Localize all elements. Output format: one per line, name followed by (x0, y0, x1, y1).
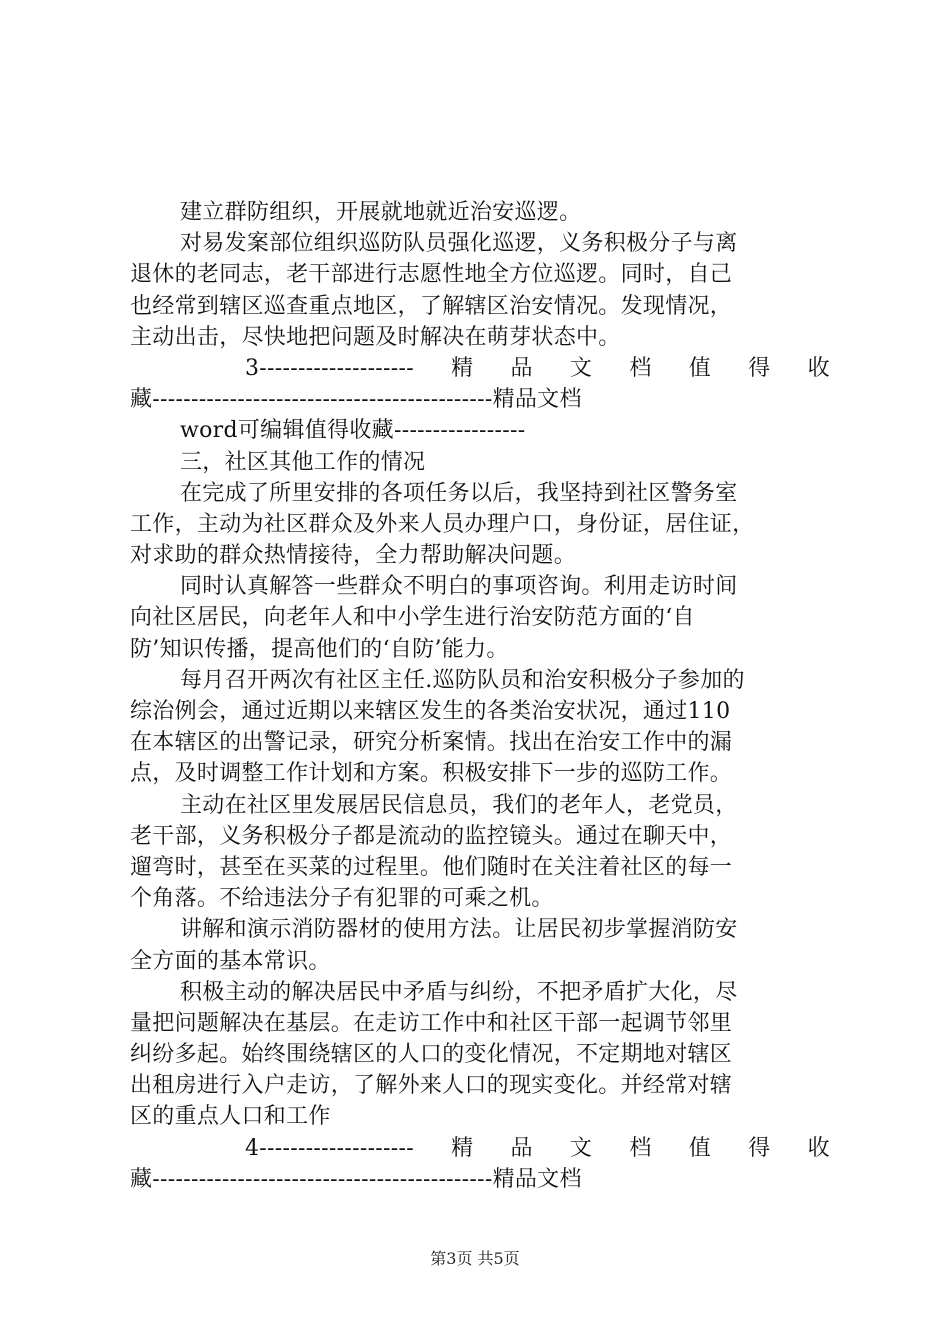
divider-b-char: 得 (748, 1135, 771, 1161)
divider-a-char: 值 (688, 355, 712, 381)
paragraph-block-1 (130, 197, 830, 353)
divider-a-char: 档 (629, 355, 652, 381)
text-line: 纠纷多起。始终围绕辖区的人口的变化情况，不定期地对辖区 (130, 1042, 733, 1068)
text-line: 在完成了所里安排的各项任务以后，我坚持到社区警务室 (180, 480, 738, 506)
divider-b-char: 值 (688, 1135, 712, 1161)
divider-a-char: 收 (807, 355, 830, 381)
text-line: 防’知识传播，提高他们的‘自防’能力。 (130, 636, 509, 662)
text-line: 主动出击，尽快地把问题及时解决在萌芽状态中。 (130, 324, 621, 350)
text-line: 遛弯时，甚至在买菜的过程里。他们随时在关注着社区的每一 (130, 854, 733, 880)
divider-a-line-1 (130, 353, 830, 384)
text-line: 讲解和演示消防器材的使用方法。让居民初步掌握消防安 (180, 917, 738, 943)
text-line: 三，社区其他工作的情况 (180, 449, 426, 475)
text-line: 全方面的基本常识。 (130, 948, 331, 974)
divider-b-char: 档 (629, 1135, 652, 1161)
divider-a-char: 文 (569, 355, 593, 381)
text-line: 在本辖区的出警记录，研究分析案情。找出在治安工作中的漏 (130, 730, 733, 756)
text-line: 主动在社区里发展居民信息员，我们的老年人，老党员， (180, 792, 738, 818)
paragraph-block-2 (130, 447, 830, 1133)
text-line: 也经常到辖区巡查重点地区，了解辖区治安情况。发现情况， (130, 293, 733, 319)
divider-a-char: 精 (451, 355, 474, 381)
text-line: 个角落。不给违法分子有犯罪的可乘之机。 (130, 886, 554, 912)
divider-a-line-3: word可编辑值得收藏----------------- (180, 418, 526, 444)
divider-a-char: 品 (510, 355, 533, 381)
divider-b-line-2: 藏--------------------------------------------精品文档 (130, 1166, 582, 1192)
text-line: 老干部，义务积极分子都是流动的监控镜头。通过在聊天中， (130, 823, 733, 849)
divider-a-page-marker: 3-------------------- (245, 355, 414, 381)
text-line: 综治例会，通过近期以来辖区发生的各类治安状况，通过110 (130, 699, 731, 724)
text-line: 每月召开两次有社区主任.巡防队员和治安积极分子参加的 (180, 667, 745, 693)
document-body (130, 197, 830, 1195)
page-footer: 第3页 共5页 (430, 1249, 520, 1268)
divider-b-line-1 (130, 1133, 830, 1164)
divider-b-char: 精 (451, 1135, 474, 1161)
text-line: 退休的老同志，老干部进行志愿性地全方位巡逻。同时，自己 (130, 262, 733, 288)
text-line: 对易发案部位组织巡防队员强化巡逻，义务积极分子与离 (180, 231, 738, 257)
text-line: 对求助的群众热情接待，全力帮助解决问题。 (130, 543, 577, 569)
divider-b-page-marker: 4-------------------- (245, 1135, 414, 1161)
text-line: 向社区居民，向老年人和中小学生进行治安防范方面的‘自 (130, 605, 695, 631)
text-line: 区的重点人口和工作 (130, 1104, 331, 1130)
text-line: 点，及时调整工作计划和方案。积极安排下一步的巡防工作。 (130, 761, 733, 787)
divider-b-char: 收 (807, 1135, 830, 1161)
divider-a-line-2: 藏--------------------------------------------精品文档 (130, 387, 582, 413)
text-line: 积极主动的解决居民中矛盾与纠纷，不把矛盾扩大化，尽 (180, 979, 738, 1005)
divider-a-char: 得 (748, 355, 771, 381)
text-line: 建立群防组织，开展就地就近治安巡逻。 (180, 200, 582, 225)
divider-b-char: 文 (569, 1135, 593, 1161)
text-line: 量把问题解决在基层。在走访工作中和社区干部一起调节邻里 (130, 1010, 733, 1036)
text-line: 出租房进行入户走访，了解外来人口的现实变化。并经常对辖 (130, 1073, 733, 1099)
text-line: 工作，主动为社区群众及外来人员办理户口，身份证，居住证， (130, 511, 755, 537)
divider-b-char: 品 (510, 1135, 533, 1161)
text-line: 同时认真解答一些群众不明白的事项咨询。利用走访时间 (180, 574, 738, 600)
